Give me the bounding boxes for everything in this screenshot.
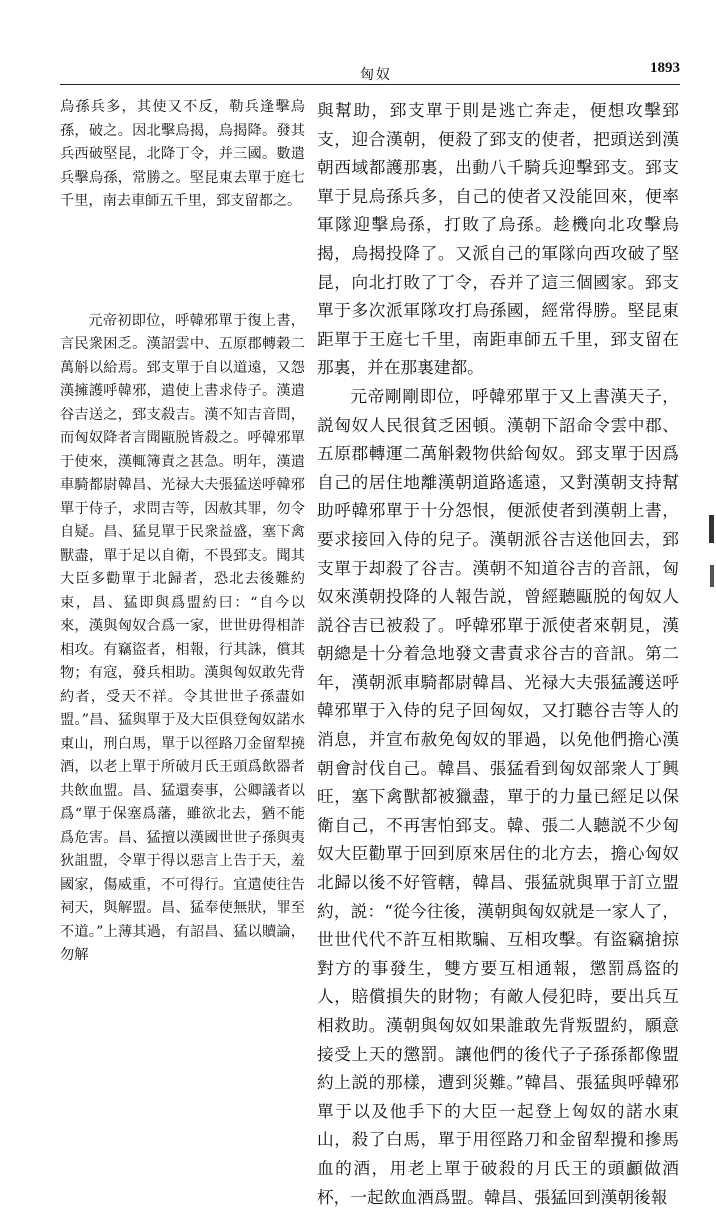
translation-paragraph-2: 元帝剛剛即位，呼韓邪單于又上書漢天子，説匈奴人民很貧乏困頓。漢朝下詔命令雲中郡、五原郡轉運二萬斛穀物供給匈奴。郅支單于因爲自己的居住地離漢朝道路遙遠，又對漢朝支持幫助呼韓邪單于十分怨恨，便派使者到漢朝上書，要求接回入侍的兒子。漢朝派谷吉送他回去，郅支單于却殺了谷吉。漢朝不知道谷吉的音訊，匈奴來漢朝投降的人報告説，曾經聽甌脱的匈奴人説谷吉已被殺了。呼韓邪單于派使者來朝見，漢朝總是十分着急地發文書責求谷吉的音訊。第二年，漢朝派車騎都尉韓昌、光禄大夫張猛護送呼韓邪單于入侍的兒子回匈奴，又打聽谷吉等人的消息，并宣布赦免匈奴的罪過，以免他們擔心漢朝會討伐自己。韓昌、張猛看到匈奴部衆人丁興旺，塞下禽獸都被獵盡，單于的力量已經足以保衛自己，不再害怕郅支。韓、張二人聽説不少匈奴大臣勸單于回到原來居住的北方去，擔心匈奴北歸以後不好管轄，韓昌、張猛就與單于訂立盟約，説：“從今往後，漢朝與匈奴就是一家人了，世世代代不許互相欺騙、互相攻擊。有盜竊搶掠對方的事發生，雙方要互相通報，懲罰爲盜的人，賠償損失的財物；有敵人侵犯時，要出兵互相救助。漢朝與匈奴如果誰敢先背叛盟約，願意接受上天的懲罰。讓他們的後代子子孫孫都像盟約上説的那樣，遭到災難。”韓昌、張猛與呼韓邪單于以及他手下的大臣一起登上匈奴的諾水東山，殺了白馬，單于用徑路刀和金留犁攪和摻馬血的酒，用老上單于破殺的月氏王的頭顱做酒杯，一起飲血酒爲盟。韓昌、張猛回到漢朝後報 [317, 385, 679, 1207]
classical-paragraph-2: 元帝初即位，呼韓邪單于復上書，言民衆困乏。漢詔雲中、五原郡轉穀二萬斛以給焉。郅支單于自以道遠，又怨漢擁護呼韓邪，遣使上書求侍子。漢遣谷吉送之，郅支殺吉。漢不知吉音問，而匈奴降者言聞甌脱皆殺之。呼韓邪單于使來，漢輒簿責之甚急。明年，漢遣車騎都尉韓昌、光禄大夫張猛送呼韓邪單于侍子，求問吉等，因赦其罪，勿令自疑。昌、猛見單于民衆益盛，塞下禽獸盡，單于足以自衛，不畏郅支。聞其大臣多勸單于北歸者，恐北去後難約束，昌、猛即與爲盟約曰：“自今以來，漢與匈奴合爲一家，世世毋得相詐相攻。有竊盜者，相報，行其誅，償其物；有寇，發兵相助。漢與匈奴敢先背約者，受天不祥。令其世世子孫盡如盟。”昌、猛與單于及大臣俱登匈奴諾水東山，刑白馬，單于以徑路刀金留犁撓酒，以老上單于所破月氏王頭爲飲器者共飲血盟。昌、猛還奏事，公卿議者以爲“單于保塞爲藩，雖欲北去，猶不能爲危害。昌、猛擅以漢國世世子孫與夷狄詛盟，令單于得以惡言上告于天，羞國家，傷威重，不可得行。宜遣使往告祠天，與解盟。昌、猛奉使無狀，罪至不道。”上薄其過，有詔昌、猛以贖論，勿解 [60, 312, 305, 963]
classical-text-column [60, 96, 305, 968]
classical-paragraph-1: 烏孫兵多，其使又不反，勒兵逢擊烏孫，破之。因北擊烏揭，烏揭降。發其兵西破堅昆，北降丁令，并三國。數遣兵擊烏孫，常勝之。堅昆東去單于庭七千里，南去車師五千里，郅支留都之。 [60, 99, 305, 209]
scan-edge-mark [710, 565, 714, 587]
page-header [60, 58, 680, 85]
scan-edge-mark [709, 515, 714, 543]
running-title: 匈奴 [360, 67, 392, 83]
translation-text-column [317, 96, 679, 1211]
translation-paragraph-1: 與幫助，郅支單于則是逃亡奔走，便想攻擊郅支，迎合漢朝，便殺了郅支的使者，把頭送到漢朝西域都護那裏，出動八千騎兵迎擊郅支。郅支單于見烏孫兵多，自己的使者又没能回來，便率軍隊迎擊烏孫，打敗了烏孫。趁機向北攻擊烏揭，烏揭投降了。又派自己的軍隊向西攻破了堅昆，向北打敗了丁令，吞并了這三個國家。郅支單于多次派軍隊攻打烏孫國，經常得勝。堅昆東距單于王庭七千里，南距車師五千里，郅支留在那裏，并在那裏建都。 [317, 100, 679, 378]
page-number: 1893 [650, 60, 680, 76]
